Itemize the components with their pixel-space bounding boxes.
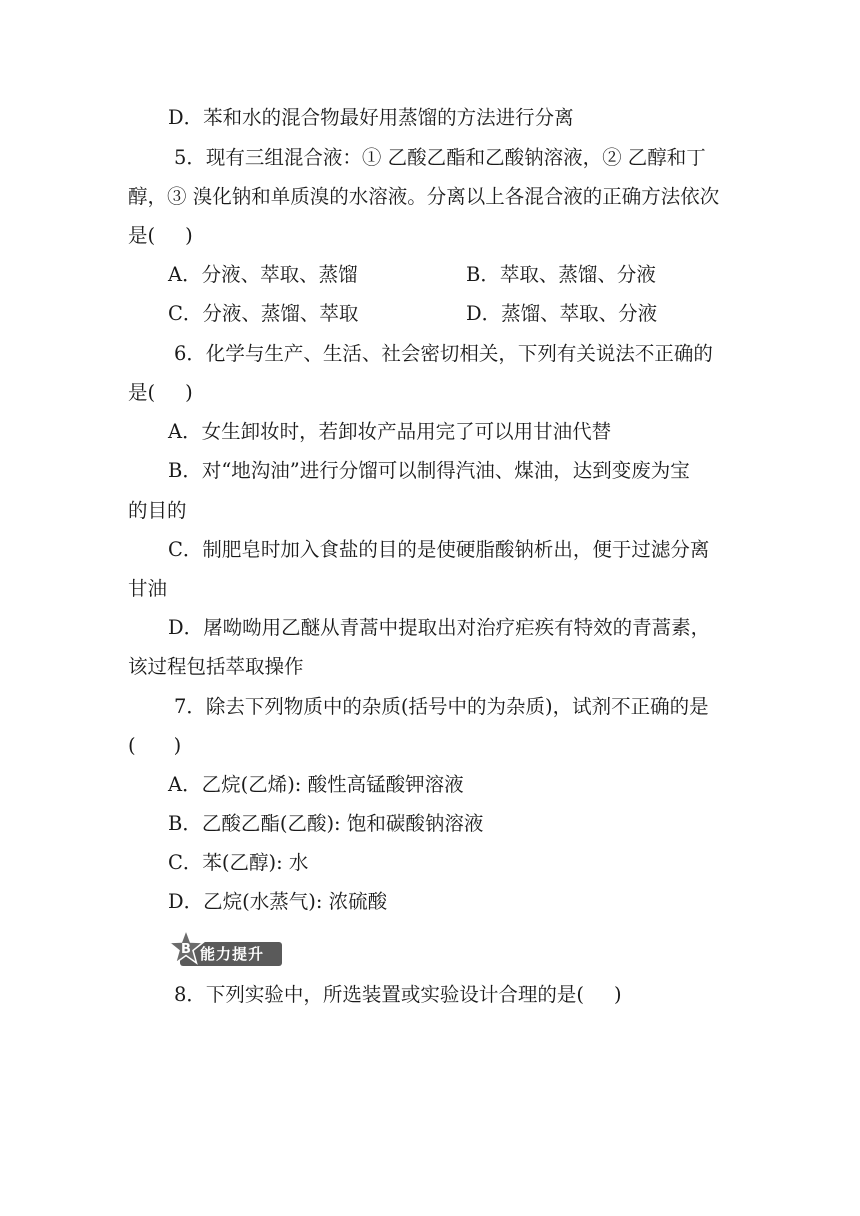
q6-stem-line-1: 6．化学与生产、生活、社会密切相关，下列有关说法不正确的 [174, 342, 713, 365]
q7-option-a: A．乙烷(乙烯): 酸性高锰酸钾溶液 [168, 773, 464, 796]
section-badge-ability-improvement [166, 928, 284, 970]
q6-stem-line-2 [0, 379, 860, 407]
q5-stem-line-1: 5．现有三组混合液：① 乙酸乙酯和乙酸钠溶液，② 乙醇和丁 [174, 146, 706, 169]
q5-option-c: C．分液、蒸馏、萃取 [168, 302, 359, 325]
q5-option-a: A．分液、萃取、蒸馏 [168, 263, 358, 286]
q6-option-d-line-1: D．屠呦呦用乙醚从青蒿中提取出对治疗疟疾有特效的青蒿素， [168, 616, 711, 639]
q7-option-d: D．乙烷(水蒸气): 浓硫酸 [168, 890, 388, 913]
q6-paren-close: ) [185, 381, 193, 404]
q5-paren-close: ) [185, 224, 193, 247]
q8-stem-text: 8．下列实验中，所选装置或实验设计合理的是( [174, 983, 585, 1006]
q5-options-row-2 [0, 300, 860, 328]
badge-letter: B [181, 942, 191, 957]
q6-option-a: A．女生卸妆时，若卸妆产品用完了可以用甘油代替 [168, 420, 612, 443]
q6-option-b-line-1: B．对“地沟油”进行分馏可以制得汽油、煤油，达到变废为宝 [168, 459, 690, 482]
q4-option-d: D．苯和水的混合物最好用蒸馏的方法进行分离 [168, 106, 574, 129]
q6-option-c-line-1: C．制肥皂时加入食盐的目的是使硬脂酸钠析出，便于过滤分离 [168, 538, 710, 561]
q8-stem [0, 981, 860, 1009]
q7-stem-line-2 [0, 732, 860, 760]
q5-option-d: D．蒸馏、萃取、分液 [466, 302, 658, 325]
q6-stem-text: 是( [128, 381, 156, 404]
q5-stem-text: 是( [128, 224, 156, 247]
q8-paren-close: ) [614, 983, 622, 1006]
q7-option-b: B．乙酸乙酯(乙酸): 饱和碳酸钠溶液 [168, 812, 484, 835]
q5-stem-line-3 [0, 222, 860, 250]
q5-option-b: B．萃取、蒸馏、分液 [466, 263, 656, 286]
q7-stem-line-1: 7．除去下列物质中的杂质(括号中的为杂质)，试剂不正确的是 [174, 695, 709, 718]
q5-options-row-1 [0, 261, 860, 289]
q6-option-c-line-2: 甘油 [128, 577, 168, 600]
q7-paren-open: ( [128, 734, 136, 757]
q7-paren-close: ) [173, 734, 182, 757]
q7-option-c: C．苯(乙醇): 水 [168, 851, 309, 874]
q6-option-b-line-2: 的目的 [128, 499, 187, 522]
q6-option-d-line-2: 该过程包括萃取操作 [128, 655, 304, 678]
badge-label: 能力提升 [200, 945, 265, 963]
q5-stem-line-2: 醇，③ 溴化钠和单质溴的水溶液。分离以上各混合液的正确方法依次 [128, 185, 720, 208]
